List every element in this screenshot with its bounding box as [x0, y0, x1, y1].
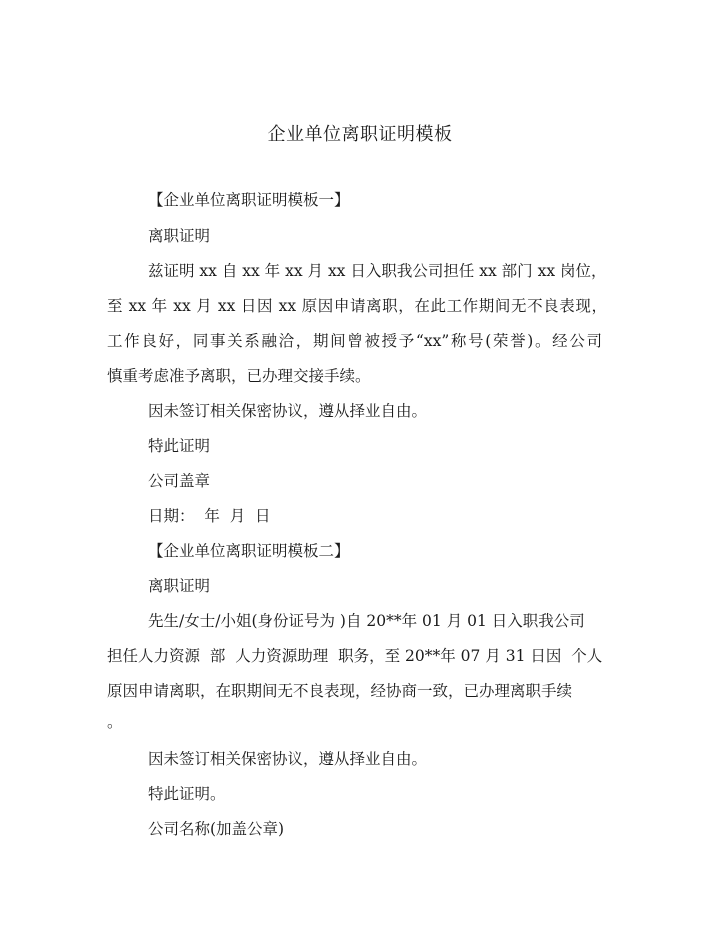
section2-subtitle: 离职证明 — [148, 577, 211, 595]
section2-body-line-4: 。 — [107, 713, 123, 731]
section2-body-line-2: 担任人力资源 部 人力资源助理 职务，至 20**年 07 月 31 日因 个人 — [107, 647, 603, 665]
section1-seal: 公司盖章 — [148, 472, 211, 490]
section1-subtitle: 离职证明 — [148, 227, 211, 245]
section1-body-line-3: 工作良好，同事关系融洽，期间曾被授予“xx”称号(荣誉)。经公司 — [107, 332, 602, 350]
section1-body-line-4: 慎重考虑准予离职，已办理交接手续。 — [107, 367, 371, 385]
section1-certify: 特此证明 — [148, 437, 211, 455]
section2-body-line-3: 原因申请离职，在职期间无不良表现，经协商一致，已办理离职手续 — [107, 682, 573, 700]
section1-body-line-2: 至 xx 年 xx 月 xx 日因 xx 原因申请离职，在此工作期间无不良表现， — [107, 297, 607, 315]
section2-confidentiality: 因未签订相关保密协议，遵从择业自由。 — [148, 750, 428, 768]
section1-heading: 【企业单位离职证明模板一】 — [148, 191, 350, 209]
section1-body-line-1: 兹证明 xx 自 xx 年 xx 月 xx 日入职我公司担任 xx 部门 xx 岗位， — [148, 262, 607, 280]
section2-heading: 【企业单位离职证明模板二】 — [148, 542, 350, 560]
section2-certify: 特此证明。 — [148, 785, 226, 803]
section1-date: 日期： 年 月 日 — [148, 507, 271, 525]
document-title: 企业单位离职证明模板 — [267, 124, 453, 145]
section1-confidentiality: 因未签订相关保密协议，遵从择业自由。 — [148, 402, 428, 420]
section2-body-line-1: 先生/女士/小姐(身份证号为 )自 20**年 01 月 01 日入职我公司 — [148, 612, 585, 630]
section2-company: 公司名称(加盖公章) — [148, 820, 285, 838]
